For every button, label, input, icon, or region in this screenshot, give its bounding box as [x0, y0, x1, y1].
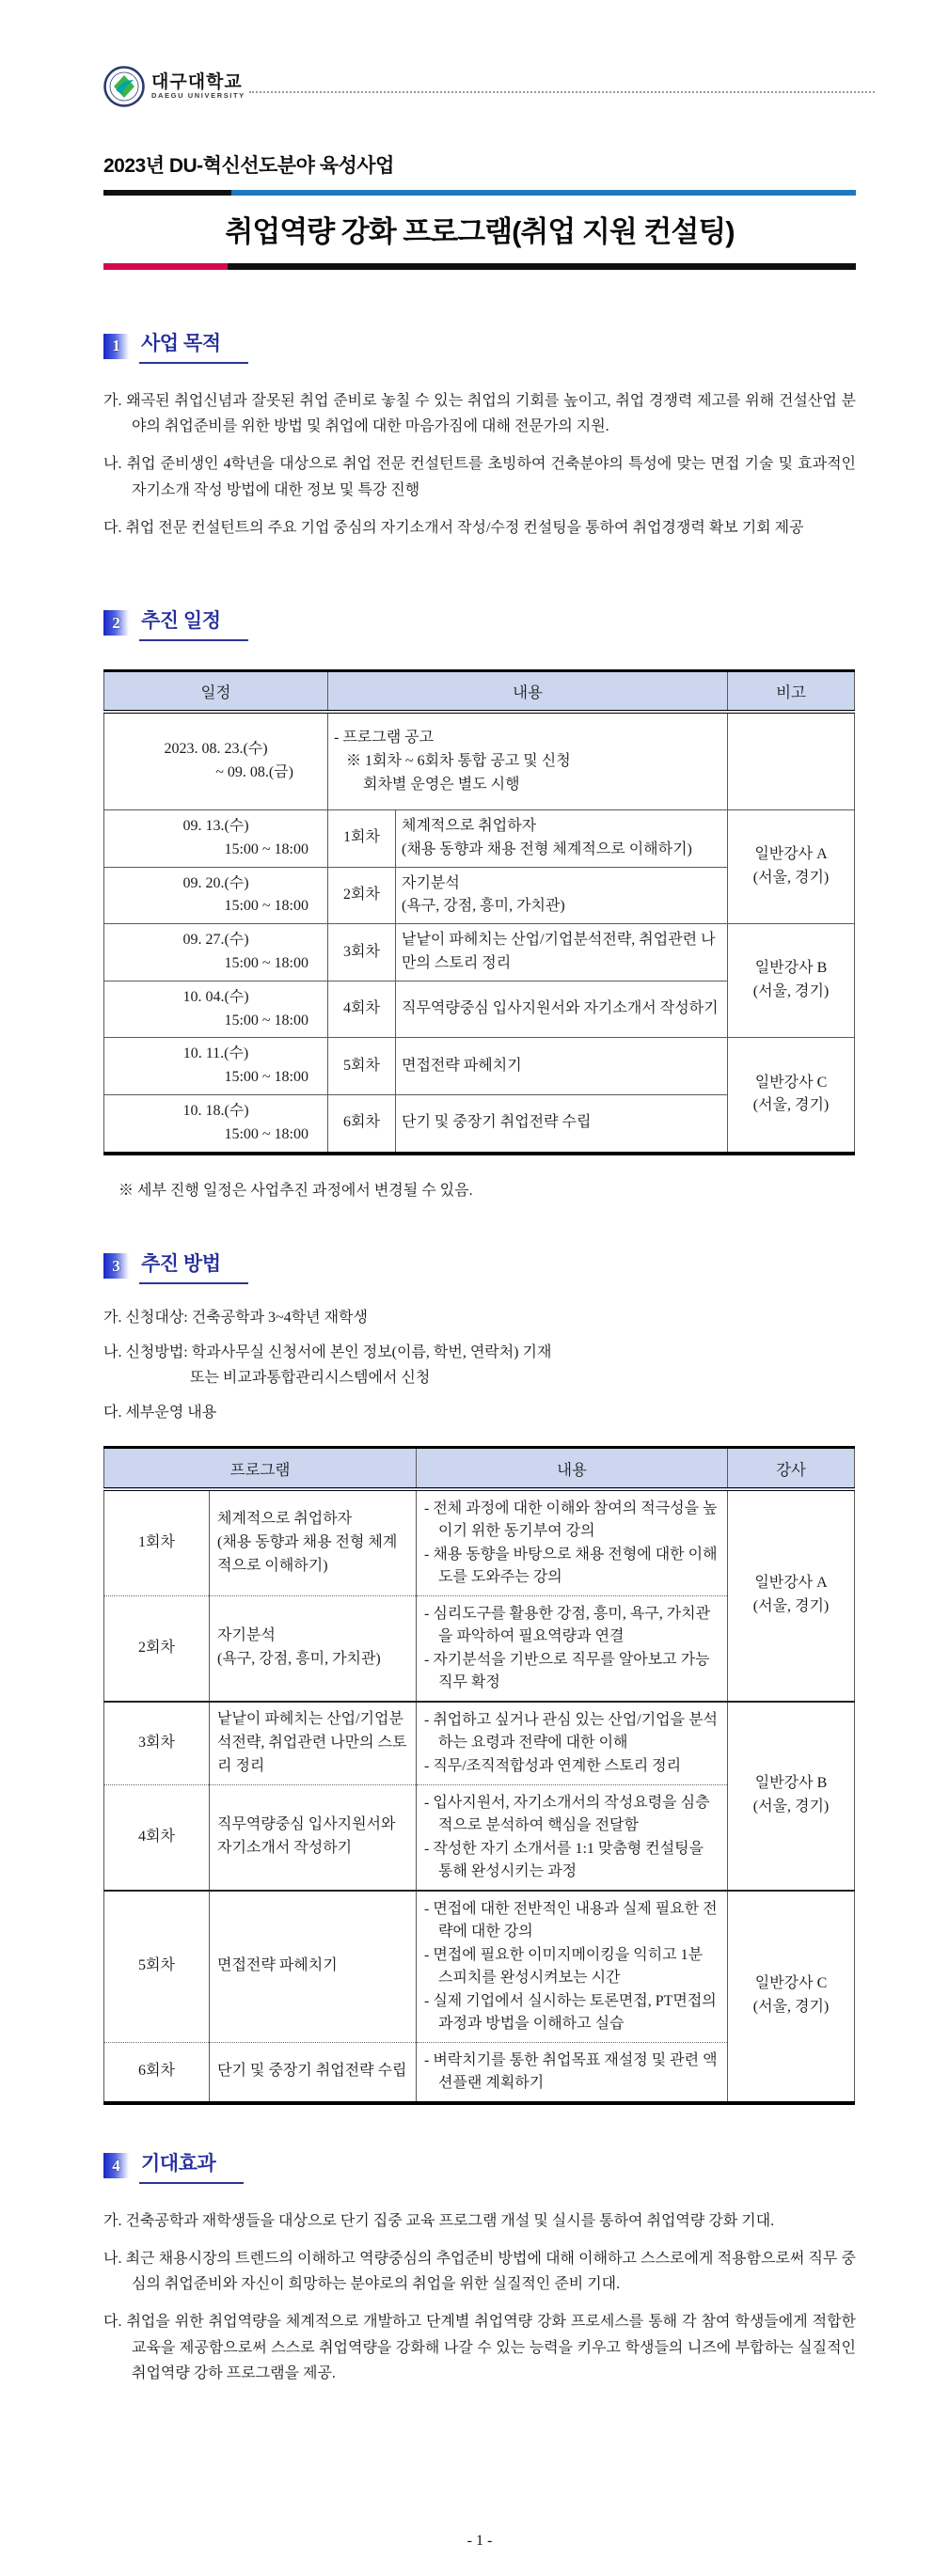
- title-line: (욕구, 강점, 흥미, 가치관): [402, 898, 565, 915]
- section-method-body: [103, 1305, 856, 1426]
- content-bullet: - 채용 동향을 바탕으로 채용 전형에 대한 이해도를 도와주는 강의: [424, 1546, 718, 1585]
- section-method-header: [103, 1249, 856, 1284]
- item-text: 신청방법: 학과사무실 신청서에 본인 정보(이름, 학번, 연락처) 기재: [125, 1343, 552, 1360]
- instructor-region: (서울, 경기): [752, 983, 830, 1000]
- expect-item: [103, 2208, 856, 2234]
- date-line: 09. 20.(수): [182, 874, 249, 891]
- session-title-cell: [396, 867, 728, 924]
- schedule-announce-row: [104, 712, 855, 809]
- content-bullet: - 전체 과정에 대한 이해와 참여의 적극성을 높이기 위한 동기부여 강의: [424, 1500, 718, 1539]
- section-schedule-header: [103, 605, 856, 641]
- university-emblem-icon: [103, 66, 145, 107]
- schedule-remark-cell: [728, 712, 855, 809]
- date-line: 15:00 ~ 18:00: [224, 898, 308, 915]
- dotted-divider: [249, 91, 875, 93]
- program-label: 2023년 DU-혁신선도분야 육성사업: [103, 155, 394, 177]
- section-title: 기대효과: [139, 2148, 244, 2184]
- method-item: [103, 1400, 856, 1425]
- item-label: 가.: [103, 393, 122, 409]
- content-cell: [417, 1489, 728, 1596]
- program-line: 직무역량중심 입사지원서와 자기소개서 작성하기: [217, 1816, 396, 1857]
- schedule-note: ※ 세부 진행 일정은 사업추진 과정에서 변경될 수 있음.: [119, 1182, 473, 1199]
- content-bullet: - 벼락치기를 통한 취업목표 재설정 및 관련 액션플랜 계획하기: [424, 2051, 718, 2091]
- announce-line: ※ 1회차 ~ 6회차 통합 공고 및 신청: [346, 752, 571, 769]
- session-cell: 4회차: [328, 981, 396, 1038]
- session-cell: 6회차: [104, 2042, 210, 2103]
- instructor-cell: [728, 1489, 855, 1702]
- item-label: 다.: [103, 519, 122, 536]
- date-line: 10. 11.(수): [182, 1045, 249, 1062]
- program-line: 낱낱이 파헤치는 산업/기업분석전략, 취업관련 나만의 스토리 정리: [217, 1711, 407, 1774]
- item-label: 나.: [103, 2250, 122, 2267]
- program-line: (욕구, 강점, 흥미, 가치관): [217, 1651, 381, 1668]
- university-name-kr: 대구대학교: [151, 71, 243, 92]
- section-expect-body: [103, 2208, 856, 2386]
- item-label: 다.: [103, 1405, 122, 1422]
- session-cell: 5회차: [104, 1891, 210, 2043]
- title-line: 체계적으로 취업하자: [402, 817, 537, 834]
- date-line: 15:00 ~ 18:00: [224, 1125, 308, 1142]
- content-cell: [417, 1702, 728, 1785]
- item-text: 취업 준비생인 4학년을 대상으로 취업 전문 컨설턴트를 초빙하여 건축분야의 특성에 맞는 면접 기술 및 효과적인 자기소개 작성 방법에 대한 정보 및 특강 진행: [126, 456, 856, 498]
- university-logo: [103, 66, 245, 107]
- instructor-region: (서울, 경기): [752, 1598, 830, 1615]
- purpose-item: [103, 451, 856, 502]
- item-text: 세부운영 내용: [125, 1405, 217, 1422]
- item-text-cont: 또는 비교과통합관리시스템에서 신청: [190, 1369, 431, 1386]
- session-title-cell: [396, 1038, 728, 1095]
- date-line: 15:00 ~ 18:00: [224, 954, 308, 971]
- content-bullet: - 자기분석을 기반으로 직무를 알아보고 가능 직무 확정: [424, 1651, 710, 1690]
- instructor-cell: [728, 809, 855, 923]
- content-bullet: - 심리도구를 활용한 강점, 흥미, 욕구, 가치관을 파악하여 필요역량과 연결: [424, 1605, 711, 1644]
- content-bullet: - 작성한 자기 소개서를 1:1 맞춤형 컨설팅을 통해 완성시키는 과정: [424, 1840, 704, 1879]
- program-cell: [210, 1595, 417, 1702]
- date-line: 10. 18.(수): [182, 1102, 249, 1119]
- date-line: 15:00 ~ 18:00: [224, 840, 308, 857]
- section-purpose-header: [103, 328, 856, 364]
- item-label: 다.: [103, 2314, 122, 2331]
- document-title: 취업역량 강화 프로그램(취업 지원 컨설팅): [225, 215, 735, 248]
- purpose-item: [103, 388, 856, 439]
- content-bullet: - 입사지원서, 자기소개서의 작성요령을 심층적으로 분석하여 핵심을 전달함: [424, 1794, 710, 1833]
- section-purpose-body: [103, 388, 856, 541]
- column-header-instructor: 강사: [728, 1448, 855, 1489]
- instructor-cell: [728, 924, 855, 1038]
- schedule-date-cell: [104, 924, 328, 982]
- schedule-row: [104, 809, 855, 867]
- schedule-date-cell: [104, 867, 328, 924]
- session-cell: 1회차: [138, 1533, 175, 1550]
- item-text: 신청대상: 건축공학과 3~4학년 재학생: [125, 1309, 368, 1326]
- content-cell: [417, 1595, 728, 1702]
- content-cell: [417, 1784, 728, 1891]
- university-name-en: DAEGU UNIVERSITY: [151, 91, 245, 101]
- item-label: 나.: [103, 1343, 122, 1360]
- schedule-table: [103, 669, 855, 1155]
- instructor-name: 일반강사 A: [754, 1575, 828, 1592]
- program-line: 면접전략 파헤치기: [217, 1957, 338, 1974]
- item-text: 취업을 위한 취업역량을 체계적으로 개발하고 단계별 취업역량 강화 프로세스를 통해 각 참여 학생들에게 적합한 교육을 제공함으로써 스스로 취업역량을 강화해 나갈 수 있는 능력을 키우고 학생들의 니즈에 부합하는 실질적인 취업역량 강하 프로그램을 제공.: [126, 2314, 856, 2381]
- method-table-header-row: [104, 1448, 855, 1489]
- instructor-name: 일반강사 B: [754, 960, 828, 977]
- instructor-region: (서울, 경기): [752, 870, 830, 887]
- title-line: 면접전략 파헤치기: [402, 1057, 522, 1074]
- section-number-badge: 4: [103, 2153, 129, 2178]
- announce-line: - 프로그램 공고: [334, 729, 435, 746]
- date-line: 10. 04.(수): [182, 988, 249, 1005]
- purpose-item: [103, 515, 856, 541]
- section-number-badge: 2: [103, 610, 129, 636]
- title-band: [103, 190, 856, 270]
- content-bullet: - 실제 기업에서 실시하는 토론면접, PT면접의 과정과 방법을 이해하고 실습: [424, 1992, 717, 2032]
- title-line: 직무역량중심 입사지원서와 자기소개서 작성하기: [402, 1000, 719, 1017]
- content-bullet: - 취업하고 싶거나 관심 있는 산업/기업을 분석하는 요령과 전략에 대한 이해: [424, 1711, 718, 1751]
- column-header-date: 일정: [104, 670, 328, 712]
- section-number-badge: 1: [103, 334, 129, 359]
- expect-item: [103, 2246, 856, 2297]
- session-cell: 3회차: [104, 1702, 210, 1785]
- announce-line: 회차별 운영은 별도 시행: [363, 776, 520, 793]
- content-bullet: - 직무/조직적합성과 연계한 스토리 정리: [424, 1757, 682, 1774]
- program-line: 단기 및 중장기 취업전략 수립: [217, 2063, 407, 2080]
- session-title-cell: [396, 1094, 728, 1153]
- page-number: - 1 -: [466, 2533, 493, 2549]
- program-cell: [210, 1784, 417, 1891]
- schedule-date-cell: [104, 712, 328, 809]
- program-line: 자기분석: [217, 1627, 276, 1644]
- section-title: 사업 목적: [139, 328, 248, 364]
- item-text: 취업 전문 컨설턴트의 주요 기업 중심의 자기소개서 작성/수정 컨설팅을 통하여 취업경쟁력 확보 기회 제공: [125, 519, 804, 536]
- program-line: (채용 동향과 채용 전형 체계적으로 이해하기): [217, 1533, 398, 1574]
- item-label: 가.: [103, 2212, 122, 2229]
- section-expect-header: [103, 2148, 856, 2184]
- column-header-content: 내용: [328, 670, 728, 712]
- instructor-name: 일반강사 C: [754, 1074, 828, 1091]
- session-cell: 2회차: [328, 867, 396, 924]
- section-title: 추진 방법: [139, 1249, 248, 1284]
- method-row: [104, 1891, 855, 2043]
- title-line: (채용 동향과 채용 전형 체계적으로 이해하기): [402, 840, 692, 857]
- session-title-cell: [396, 809, 728, 867]
- content-bullet: - 면접에 필요한 이미지메이킹을 익히고 1분 스피치를 완성시켜보는 시간: [424, 1946, 704, 1986]
- instructor-name: 일반강사 C: [754, 1975, 828, 1992]
- session-title-cell: [396, 981, 728, 1038]
- schedule-table-header-row: [104, 670, 855, 712]
- schedule-date-cell: [104, 809, 328, 867]
- instructor-region: (서울, 경기): [752, 1097, 830, 1114]
- instructor-name: 일반강사 A: [754, 846, 828, 863]
- content-cell: [417, 2042, 728, 2103]
- column-header-remark: 비고: [728, 670, 855, 712]
- title-line: 낱낱이 파헤치는 산업/기업분석전략, 취업관련 나만의 스토리 정리: [402, 932, 716, 971]
- instructor-cell: [728, 1038, 855, 1154]
- instructor-name: 일반강사 B: [754, 1775, 828, 1792]
- title-bottom-bar: [103, 263, 856, 270]
- content-bullet: - 면접에 대한 전반적인 내용과 실제 필요한 전략에 대한 강의: [424, 1900, 718, 1940]
- method-table: [103, 1446, 855, 2105]
- university-name: [151, 73, 245, 101]
- section-schedule: [103, 605, 856, 1200]
- program-cell: [210, 1702, 417, 1785]
- date-line: 2023. 08. 23.(수): [164, 741, 268, 758]
- method-row: [104, 1702, 855, 1785]
- schedule-date-cell: [104, 981, 328, 1038]
- session-cell: 6회차: [328, 1094, 396, 1153]
- date-line: 15:00 ~ 18:00: [224, 1069, 308, 1086]
- session-cell: 2회차: [104, 1595, 210, 1702]
- program-cell: [210, 1891, 417, 2043]
- schedule-row: [104, 1038, 855, 1095]
- date-line: 09. 13.(수): [182, 817, 249, 834]
- method-row: [104, 1489, 855, 1596]
- instructor-cell: [728, 1702, 855, 1891]
- section-number-badge: 3: [103, 1253, 129, 1279]
- schedule-row: [104, 924, 855, 982]
- item-text: 최근 채용시장의 트렌드의 이해하고 역량중심의 추업준비 방법에 대해 이해하고 스스로에게 적용함으로써 직무 중심의 취업준비와 자신이 희망하는 분야로의 취업을 위한 실질적인 준비 기대.: [125, 2250, 857, 2293]
- method-item: [103, 1340, 856, 1390]
- column-header-program: 프로그램: [104, 1448, 417, 1489]
- session-cell: 3회차: [328, 924, 396, 982]
- date-line: 09. 27.(수): [182, 932, 249, 949]
- title-line: 단기 및 중장기 취업전략 수립: [402, 1114, 592, 1131]
- expect-item: [103, 2309, 856, 2386]
- program-cell: [210, 2042, 417, 2103]
- program-cell: [210, 1489, 417, 1596]
- session-cell: 4회차: [104, 1784, 210, 1891]
- section-title: 추진 일정: [139, 605, 248, 641]
- section-method: [103, 1249, 856, 2105]
- session-cell: 1회차: [328, 809, 396, 867]
- column-header-content: 내용: [417, 1448, 728, 1489]
- section-purpose: [103, 328, 856, 553]
- section-expect: [103, 2148, 856, 2398]
- instructor-region: (서울, 경기): [752, 1999, 830, 2016]
- title-line: 자기분석: [402, 874, 460, 891]
- method-item: [103, 1305, 856, 1330]
- item-text: 왜곡된 취업신념과 잘못된 취업 준비로 놓칠 수 있는 취업의 기회를 높이고, 취업 경쟁력 제고를 위해 건설산업 분야의 취업준비를 위한 방법 및 취업에 대한 마음가짐에 대해 전문가의 지원.: [126, 393, 856, 435]
- item-label: 나.: [103, 456, 122, 473]
- item-label: 가.: [103, 1309, 122, 1326]
- date-line: ~ 09. 08.(금): [215, 764, 293, 781]
- schedule-date-cell: [104, 1094, 328, 1153]
- item-text: 건축공학과 재학생들을 대상으로 단기 집중 교육 프로그램 개설 및 실시를 통하여 취업역량 강화 기대.: [125, 2212, 775, 2229]
- instructor-region: (서울, 경기): [752, 1798, 830, 1815]
- schedule-date-cell: [104, 1038, 328, 1095]
- program-line: 체계적으로 취업하자: [217, 1511, 353, 1528]
- content-cell: [417, 1891, 728, 2043]
- date-line: 15:00 ~ 18:00: [224, 1012, 308, 1029]
- session-cell: 5회차: [328, 1038, 396, 1095]
- session-title-cell: [396, 924, 728, 982]
- masthead: [103, 66, 856, 107]
- instructor-cell: [728, 1891, 855, 2103]
- schedule-announce-content: [328, 712, 728, 809]
